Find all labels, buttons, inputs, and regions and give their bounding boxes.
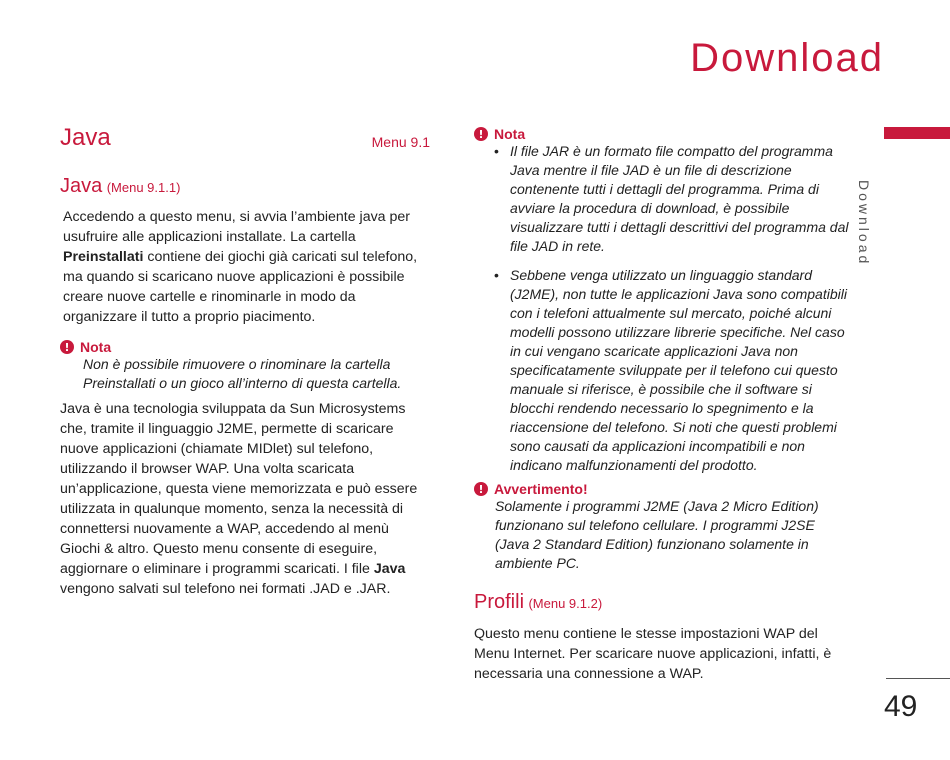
para2-bold: Java — [373, 561, 406, 577]
java-heading-row — [60, 124, 430, 152]
left-note-label: Nota — [80, 339, 112, 355]
right-note — [474, 126, 859, 485]
right-note-label: Nota — [494, 126, 526, 142]
side-section-label: Download — [856, 180, 872, 267]
para1-text-b: contiene dei giochi già caricati sul telefono, ma quando si scaricano nuove applicazioni è possibile creare nuove cartelle e rinominarle in modo da organizzare il tutto a proprio piacimento. — [63, 249, 418, 325]
page-title: Download — [690, 36, 884, 80]
java-subheading-menu: (Menu 9.1.1) — [106, 180, 181, 195]
java-subheading — [60, 174, 430, 198]
para2-text-b: vengono salvati sul telefono nei formati .JAD e .JAR. — [60, 581, 391, 597]
warning-label: Avvertimento! — [494, 481, 588, 497]
warning-icon: ! — [60, 340, 74, 354]
right-note-header — [474, 126, 859, 142]
right-note-list — [494, 142, 854, 475]
warning-icon: ! — [474, 482, 488, 496]
warning-note-header — [474, 481, 859, 497]
java-tech-paragraph — [60, 399, 430, 599]
left-note-text: Non è possibile rimuovere o rinominare la cartella Preinstallati o un gioco all’interno di questa cartella. — [83, 356, 402, 391]
warning-icon: ! — [474, 127, 488, 141]
profili-heading — [474, 590, 859, 614]
page-number-rule — [886, 678, 950, 679]
java-menu-ref: Menu 9.1 — [371, 134, 430, 150]
warning-note — [474, 481, 859, 573]
left-note — [60, 339, 430, 393]
para1-text-a: Accedendo a questo menu, si avvia l’ambiente java per usufruire alle applicazioni installate. La cartella — [63, 209, 411, 245]
note-bullet: • Il file JAR è un formato file compatto del programma Java mentre il file JAD è un file di descrizione contenente tutti i dettagli del programma. Prima di avviare la procedura di download, è possibile visualizzare tutti i dettagli descrittivi del programma dal file JAD in rete. — [494, 142, 854, 256]
page-number: 49 — [884, 690, 918, 723]
note-bullet: • Sebbene venga utilizzato un linguaggio standard (J2ME), non tutte le applicazioni Java sono compatibili con i telefoni attualmente sul mercato, poiché alcuni modelli possono utilizzare librerie specifiche. Nel caso in cui vengano scaricate applicazioni Java non specificatamente sviluppate per il telefono cui questo manuale si riferisce, è possibile che il software si blocchi rendendo necessario lo spegnimento e la riaccensione del telefono. Si noti che questi problemi sono causati da applicazioni incompatibili e non indicano malfunzionamenti del prodotto. — [494, 266, 854, 475]
para1-bold: Preinstallati — [63, 249, 144, 265]
java-heading: Java — [60, 124, 111, 151]
warning-text: Solamente i programmi J2ME (Java 2 Micro Edition) funzionano sul telefono cellulare. I programmi J2SE (Java 2 Standard Edition) funzionano solamente in ambiente PC. — [495, 498, 819, 571]
para2-text-a: Java è una tecnologia sviluppata da Sun Microsystems che, tramite il linguaggio J2ME, permette di scaricare nuove applicazioni (chiamate MIDlet) sul telefono, utilizzando il browser WAP. Una volta scaricata un’applicazione, questa viene memorizzata e può essere utilizzata in qualunque momento, senza la necessità di connettersi nuovamente a WAP, accedendo al menù Giochi & altro. Questo menu consente di eseguire, aggiornare o eliminare i programmi scaricati. I file — [60, 401, 418, 577]
profili-paragraph: Questo menu contiene le stesse impostazioni WAP del Menu Internet. Per scaricare nuove applicazioni, infatti, è necessaria una connessione a WAP. — [474, 626, 832, 682]
side-tab-marker — [884, 127, 950, 139]
profili-menu-ref: (Menu 9.1.2) — [528, 596, 603, 611]
left-note-header — [60, 339, 430, 355]
java-subheading-title: Java — [60, 175, 103, 197]
java-intro-paragraph — [63, 207, 431, 327]
profili-heading-title: Profili — [474, 591, 525, 613]
